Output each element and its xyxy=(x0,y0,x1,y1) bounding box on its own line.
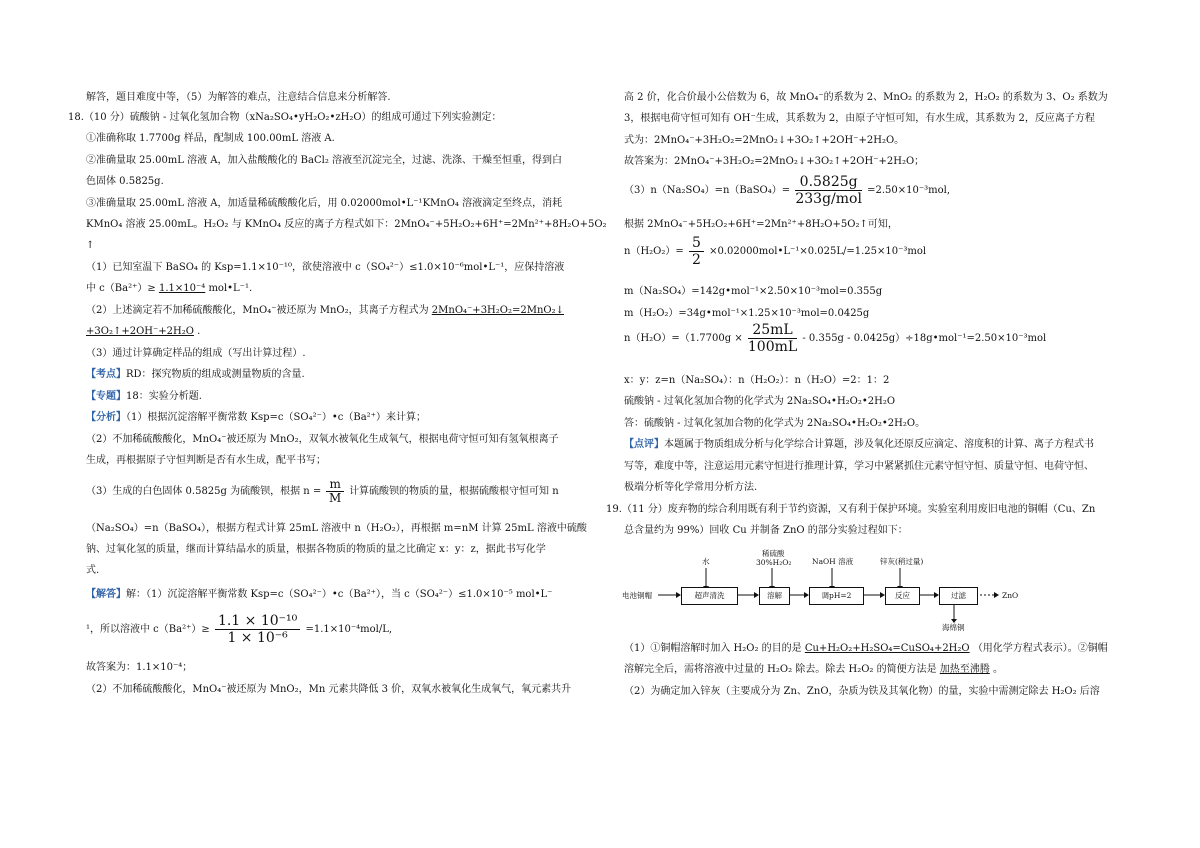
numerator: 0.5825g xyxy=(795,174,862,191)
text-span: n（H₂O）=（1.7700g × xyxy=(624,333,743,344)
fraction xyxy=(326,478,343,505)
text-line: ↑ xyxy=(86,240,95,251)
answer-line-2b xyxy=(86,326,610,338)
text-line: 故答案为：2MnO₄⁻+3H₂O₂=2MnO₂↓+3O₂↑+2OH⁻+2H₂O； xyxy=(624,156,925,167)
text-line: 答：硫酸钠 - 过氧化氢加合物的化学式为 2Na₂SO₄•H₂O₂•2H₂O。 xyxy=(624,418,926,429)
text-line: （Na₂SO₄）=n（BaSO₄），根据方程式计算 25mL 溶液中 n（H₂O₂），再根据 m=nM 计算 25mL 溶液中硫酸 xyxy=(86,523,587,534)
text-line: 生成，再根据原子守恒判断是否有水生成，配平书写； xyxy=(86,455,326,466)
text-span: 中 c（Ba²⁺）≥ xyxy=(86,283,156,294)
denominator: 233g/mol xyxy=(795,191,862,207)
text-line: （1）已知室温下 BaSO₄ 的 Ksp=1.1×10⁻¹⁰，欲使溶液中 c（SO₄²⁻）≤1.0×10⁻⁶mol•L⁻¹，应保持溶液 xyxy=(86,262,565,273)
text-line: 式. xyxy=(86,565,100,576)
fraction xyxy=(795,174,862,207)
flow-box-adjust-ph: 调pH=2 xyxy=(809,587,864,605)
formula-line xyxy=(624,235,1136,268)
text-span: 解：（1）沉淀溶解平衡常数 Ksp=c（SO₄²⁻）•c（Ba²⁺），当 c（SO₄²⁻）≤1.0×10⁻⁵ mol•L⁻ xyxy=(126,589,553,600)
text-line: ③准确量取 25.00mL 溶液 A，加适量稀硫酸酸化后，用 0.02000mol•L⁻¹KMnO₄ 溶液滴定至终点，消耗 xyxy=(86,198,563,209)
flow-box-dissolve: 溶解 xyxy=(759,587,790,605)
answer-line-19-1 xyxy=(624,643,1136,655)
fraction xyxy=(215,613,300,646)
text-span: （3）生成的白色固体 0.5825g 为硫酸钡，根据 n = xyxy=(86,486,322,497)
text-span: =1.1×10⁻⁴mol/L, xyxy=(305,624,393,635)
numerator: 5 xyxy=(689,235,704,252)
text-line: 钠、过氧化氢的质量，继而计算结晶水的质量，根据各物质的物质的量之比确定 x：y：z，据此书写化学 xyxy=(86,544,546,555)
text-line: 根据 2MnO₄⁻+5H₂O₂+6H⁺=2Mn²⁺+8H₂O+5O₂↑可知， xyxy=(624,219,898,230)
denominator: 2 xyxy=(691,252,701,268)
formula-line xyxy=(624,322,1136,355)
flow-box-ultrasonic-clean: 超声清洗 xyxy=(681,587,738,605)
text-span: （2）上述滴定若不加稀硫酸酸化，MnO₄⁻被还原为 MnO₂，其离子方程式为 xyxy=(86,305,429,316)
formula-line xyxy=(86,478,610,505)
answer-blank: +3O₂↑+2OH⁻+2H₂O xyxy=(86,326,194,337)
text-line: （2）不加稀硫酸酸化，MnO₄⁻被还原为 MnO₂，Mn 元素共降低 3 价，双氧水被氧化生成氧气，氧元素共升 xyxy=(86,684,572,695)
text-line: m（H₂O₂）=34g•mol⁻¹×1.25×10⁻³mol=0.0425g xyxy=(624,308,870,319)
text-line: m（Na₂SO₄）=142g•mol⁻¹×2.50×10⁻³mol=0.355g xyxy=(624,286,883,297)
fenxi-line xyxy=(86,412,610,424)
denominator: 1 × 10⁻⁶ xyxy=(227,630,288,646)
answer-line-2a xyxy=(86,305,610,317)
denominator: 100mL xyxy=(747,339,798,355)
text-span: 18：实验分析题. xyxy=(126,391,202,402)
fraction xyxy=(689,235,704,268)
answer-blank: 1.1×10⁻⁴ xyxy=(158,283,206,294)
text-span: 。 xyxy=(992,664,1003,675)
text-line: 3，根据电荷守恒可知有 OH⁻生成，其系数为 2，由原子守恒可知，有水生成，其系数为 2，反应离子方程 xyxy=(624,113,1095,124)
process-flowchart xyxy=(624,543,1084,631)
numerator: m xyxy=(326,478,343,492)
answer-blank: 2MnO₄⁻+3H₂O₂=2MnO₂↓ xyxy=(431,305,564,316)
text-span: ¹，所以溶液中 c（Ba²⁺）≥ xyxy=(86,624,210,635)
flow-input-naoh: NaOH 溶液 xyxy=(812,557,854,566)
text-span: =2.50×10⁻³mol, xyxy=(867,185,951,196)
answer-line-1 xyxy=(86,283,610,295)
text-line: （2）不加稀硫酸酸化，MnO₄⁻被还原为 MnO₂，双氧水被氧化生成氧气，根据电荷守恒可知有氢氧根离子 xyxy=(86,434,559,445)
text-line: 总含量约为 99%）回收 Cu 并制备 ZnO 的部分实验过程如下： xyxy=(624,525,908,536)
flow-box-react: 反应 xyxy=(885,587,920,605)
denominator: M xyxy=(329,491,342,505)
answer-blank: 加热至沸腾 xyxy=(939,664,990,675)
text-line: 硫酸钠 - 过氧化氢加合物的化学式为 2Na₂SO₄•H₂O₂•2H₂O xyxy=(624,396,896,407)
flow-input-h2o2: 30%H₂O₂ xyxy=(756,558,792,567)
text-span: 计算硫酸钡的物质的量，根据硫酸根守恒可知 n xyxy=(349,486,559,497)
answer-blank: Cu+H₂O₂+H₂SO₄=CuSO₄+2H₂O xyxy=(804,643,970,654)
left-column xyxy=(68,92,607,695)
text-span: n（H₂O₂）= xyxy=(624,246,684,257)
text-span: RD：探究物质的组成或测量物质的含量. xyxy=(126,369,305,380)
flow-start-label: 电池铜帽 xyxy=(622,591,652,600)
kaodian-line xyxy=(86,369,610,381)
text-line: 极端分析等化学常用分析方法. xyxy=(624,482,758,493)
flow-input-zinc: 锌灰(稍过量) xyxy=(880,557,924,566)
right-column xyxy=(606,92,1136,697)
text-line: x：y：z=n（Na₂SO₄）：n（H₂O₂）：n（H₂O）=2：1：2 xyxy=(624,375,890,386)
jieda-tag: 【解答】 xyxy=(86,589,126,600)
question-18-title: 18.（10 分）硫酸钠 - 过氧化氢加合物（xNa₂SO₄•yH₂O₂•zH₂O）的组成可通过下列实验测定： xyxy=(68,112,502,123)
question-19-title: 19.（11 分）废弃物的综合利用既有利于节约资源，又有利于保护环境。实验室利用废旧电池的铜帽（Cu、Zn xyxy=(606,504,1096,515)
kaodian-tag: 【考点】 xyxy=(86,369,126,380)
flow-output-sponge-copper: 海绵铜 xyxy=(942,623,965,632)
flow-end-label: ZnO xyxy=(1002,591,1019,600)
numerator: 25mL xyxy=(748,322,797,339)
text-span: ×0.02000mol•L⁻¹×0.025L/=1.25×10⁻³mol xyxy=(709,246,927,257)
flow-input-acid: 稀硫酸 xyxy=(762,549,785,558)
text-line: ②准确量取 25.00mL 溶液 A，加入盐酸酸化的 BaCl₂ 溶液至沉淀完全，过滤、洗涤、干燥至恒重，得到白 xyxy=(86,155,563,166)
text-span: - 0.355g - 0.0425g）÷18g•mol⁻¹=2.50×10⁻³mol xyxy=(802,333,1047,344)
text-line: （2）为确定加入锌灰（主要成分为 Zn、ZnO，杂质为铁及其氧化物）的量，实验中需测定除去 H₂O₂ 后溶 xyxy=(624,686,1100,697)
text-line: 解答，题目难度中等，（5）为解答的难点，注意结合信息来分析解答. xyxy=(86,92,391,103)
text-span: 溶解完全后，需将溶液中过量的 H₂O₂ 除去。除去 H₂O₂ 的简便方法是 xyxy=(624,664,937,675)
text-line: 故答案为：1.1×10⁻⁴； xyxy=(86,662,193,673)
answer-line-19-2 xyxy=(624,664,1136,676)
dianping-tag: 【点评】 xyxy=(624,439,664,450)
text-span: 本题属于物质组成分析与化学综合计算题，涉及氧化还原反应滴定、溶度积的计算、离子方程式书 xyxy=(664,439,1094,450)
zhuanti-tag: 【专题】 xyxy=(86,391,126,402)
text-line: 色固体 0.5825g. xyxy=(86,176,164,187)
text-span: （用化学方程式表示）。②铜帽 xyxy=(972,643,1108,654)
flow-box-filter: 过滤 xyxy=(939,587,978,605)
zhuanti-line xyxy=(86,391,610,403)
text-line: ①准确称取 1.7700g 样品，配制成 100.00mL 溶液 A. xyxy=(86,133,335,144)
text-line: （3）通过计算确定样品的组成（写出计算过程）. xyxy=(86,348,306,359)
text-line: KMnO₄ 溶液 25.00mL。H₂O₂ 与 KMnO₄ 反应的离子方程式如下：2MnO₄⁻+5H₂O₂+6H⁺=2Mn²⁺+8H₂O+5O₂ xyxy=(86,219,607,230)
text-line: 高 2 价，化合价最小公倍数为 6，故 MnO₄⁻的系数为 2、MnO₂ 的系数为 2，H₂O₂ 的系数为 3、O₂ 系数为 xyxy=(624,92,1108,103)
text-span: . xyxy=(197,326,201,337)
dianping-line xyxy=(624,439,1136,451)
text-span: （1）根据沉淀溶解平衡常数 Ksp=c（SO₄²⁻）•c（Ba²⁺）来计算； xyxy=(126,412,426,423)
flow-input-water: 水 xyxy=(702,557,710,566)
fraction xyxy=(748,322,797,355)
text-span: （1）①铜帽溶解时加入 H₂O₂ 的目的是 xyxy=(624,643,802,654)
text-span: （3）n（Na₂SO₄）=n（BaSO₄）= xyxy=(624,185,791,196)
formula-line xyxy=(86,613,610,646)
jieda-line xyxy=(86,589,610,601)
text-span: mol•L⁻¹. xyxy=(208,283,253,294)
text-line: 写等，难度中等，注意运用元素守恒进行推理计算，学习中紧紧抓住元素守恒守恒、质量守恒、电荷守恒、 xyxy=(624,461,1094,472)
numerator: 1.1 × 10⁻¹⁰ xyxy=(215,613,300,630)
fenxi-tag: 【分析】 xyxy=(86,412,126,423)
formula-line xyxy=(624,174,1136,207)
text-line: 式为：2MnO₄⁻+3H₂O₂=2MnO₂↓+3O₂↑+2OH⁻+2H₂O。 xyxy=(624,135,905,146)
